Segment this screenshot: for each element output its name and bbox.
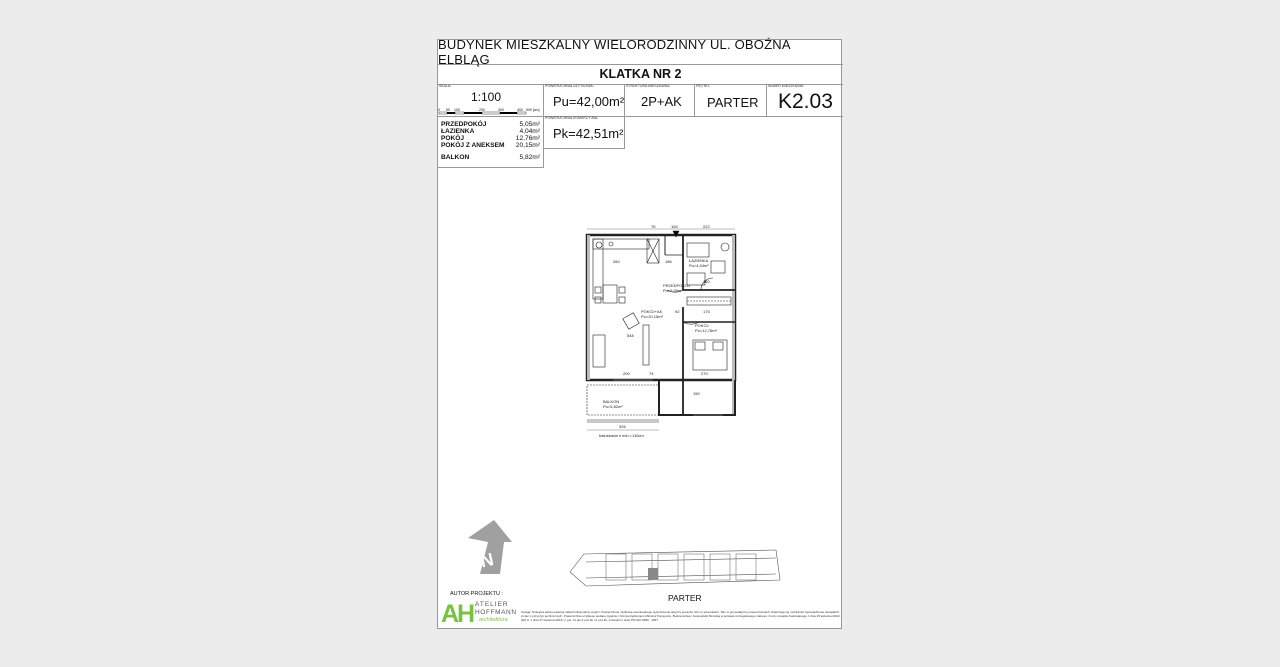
plan-label-lazienka: ŁAZIENKA: [689, 258, 709, 263]
plan-label-pokoj-area: Pu=12,76m²: [695, 328, 717, 333]
room-area: 5,82m²: [519, 154, 540, 161]
building-title: BUDYNEK MIESZKALNY WIELORODZINNY UL. OBOŹNA ELBLĄG: [438, 40, 843, 65]
rooms-table: [438, 116, 544, 168]
dim-150: 150: [693, 391, 700, 396]
atelier-hoffmann-logo: [441, 600, 521, 630]
room-area: 4,04m²: [519, 128, 540, 135]
room-name: BALKON: [441, 154, 470, 161]
room-row: [441, 135, 540, 142]
scale-tick: 300: [498, 108, 504, 112]
usable-area-cell: [544, 84, 625, 117]
floor-plan: [583, 225, 738, 440]
dim-326: 326: [619, 424, 626, 429]
floor-value: PARTER: [707, 95, 759, 110]
scale-tick: 200: [479, 108, 485, 112]
commercial-area-label: POWIERZCHNIA KOMERCYJNA:: [545, 116, 599, 120]
dim-76: 76: [651, 225, 656, 229]
structure-label: STRUKTURA MIESZKANIA:: [626, 84, 671, 88]
plan-label-przedpokoj: PRZEDPOKÓJ: [663, 283, 691, 288]
commercial-area-cell: [544, 116, 625, 149]
staircase-title: KLATKA NR 2: [438, 64, 843, 85]
scale-tick: 500 [cm]: [526, 108, 540, 112]
floor-cell: [695, 84, 767, 117]
scale-tick: 400: [517, 108, 523, 112]
dim-154: 154: [671, 225, 678, 229]
plan-label-lazienka-area: Pu=4,04m²: [689, 263, 709, 268]
apartment-card: [437, 39, 842, 629]
room-area: 12,76m²: [515, 135, 540, 142]
north-arrow-icon: [466, 518, 514, 576]
dim-186: 186: [665, 259, 672, 264]
room-name: PRZEDPOKÓJ: [441, 121, 487, 128]
dim-74: 74: [649, 371, 654, 376]
logo-letters: AH: [441, 600, 474, 628]
key-plan-label: PARTER: [668, 593, 702, 603]
key-plan: [566, 540, 786, 592]
scale-value: 1:100: [471, 90, 502, 104]
dim-92: 92: [675, 309, 680, 314]
room-row: [441, 154, 540, 161]
author-label: AUTOR PROJEKTU :: [450, 591, 504, 597]
north-label: N: [478, 549, 496, 572]
room-row: [441, 142, 540, 149]
apartment-number-value: K2.03: [778, 90, 833, 113]
commercial-area-value: Pk=42,51m²: [553, 126, 624, 141]
room-name: POKÓJ: [441, 135, 465, 142]
apartment-number-cell: [767, 84, 843, 117]
logo-text-atelier: ATELIER: [475, 601, 509, 608]
structure-value: 2P+AK: [641, 94, 682, 109]
logo-text-architektura: architektura: [479, 617, 508, 623]
room-row: [441, 128, 540, 135]
dim-200: 200: [623, 371, 630, 376]
logo-text-hoffmann: HOFFMANN: [475, 609, 517, 616]
plan-label-balustrada: balustrada h min.=110cm: [599, 433, 644, 438]
dim-260: 260: [613, 259, 620, 264]
dim-270: 270: [701, 371, 708, 376]
room-name: POKÓJ Z ANEKSEM: [441, 142, 505, 149]
floor-label: PIĘTRO:: [696, 84, 711, 88]
scale-label: SKALA:: [439, 84, 452, 88]
room-area: 20,15m²: [515, 142, 540, 149]
legal-note: Uwaga: Niniejsza karta pokazuje układ funkcjonalny wnętrz. Powierzchnie użytkowe ewentualnego wykończenia dotyczy sposobu 3cm w stosunkach. Tam w pozostałych pomieszczeniach. Zastrzega się możliwość wprowadzenia niewielkich zmian z przyczyn technicznych. Powierzchnie użytkowe podane zgodnie z Rozporządzeniem Ministra Transportu, Budownictwa i Gospodarki Morskiej w sprawie szczegółowego zakresu i formy projektu budowlanego z dnia 25 kwietnia 2012r. (DZ.U. z dnia 27 kwietnia 2012r.) i par. 11 pkt 2 p.kt 2b i 2 p.kt 4b, zmianami i wraz PN-ISO 9836 : 1997: [521, 610, 841, 622]
dim-548: 548: [627, 333, 634, 338]
scale-tick: 0: [438, 108, 440, 112]
scale-cell: [438, 84, 544, 117]
structure-cell: [625, 84, 695, 117]
plan-label-balkon-area: Pu=5,82m²: [603, 404, 623, 409]
scale-tick: 50: [446, 108, 450, 112]
plan-label-pokoj-aneks: POKÓJ+AK: [641, 309, 663, 314]
dim-160: 160: [703, 279, 710, 284]
plan-label-przedpokoj-area: Pu=5,05m²: [663, 288, 683, 293]
plan-label-pokoj: POKÓJ: [695, 323, 709, 328]
dim-222: 222: [703, 225, 710, 229]
dim-175: 175: [703, 309, 710, 314]
scale-tick: 100: [454, 108, 460, 112]
usable-area-value: Pu=42,00m²: [553, 94, 625, 109]
room-area: 5,05m²: [519, 121, 540, 128]
usable-area-label: POWIERZCHNIA UŻYTKOWA:: [545, 84, 594, 88]
plan-label-pokoj-aneks-area: Pu=20,15m²: [641, 314, 663, 319]
apartment-number-label: NUMER MIESZKANIA:: [768, 84, 804, 88]
room-row: [441, 121, 540, 128]
plan-label-balkon: BALKON: [603, 399, 620, 404]
room-name: ŁAZIENKA: [441, 128, 475, 135]
